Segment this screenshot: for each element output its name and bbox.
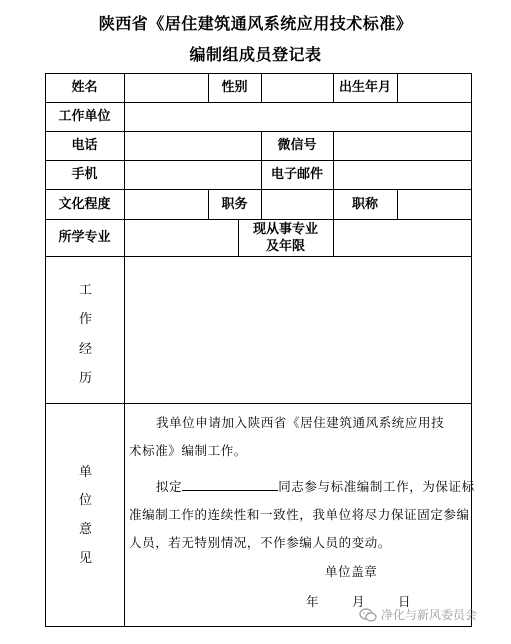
month-label: 月 [352, 594, 366, 609]
major-label: 所学专业 [58, 230, 111, 245]
year-label: 年 [306, 594, 320, 609]
education-label: 文化程度 [58, 196, 111, 212]
current-major-line1: 现从事专业 [252, 221, 318, 237]
work-history-char: 工 [79, 283, 93, 298]
mobile-label: 手机 [71, 167, 98, 182]
opinion-text-line: 准编制工作的连续性和一致性，我单位将尽力保证固定参编 [129, 507, 470, 522]
opinion-char: 位 [79, 493, 93, 508]
opinion-text-line: 人员，若无特别情况，不作参编人员的变动。 [129, 535, 392, 550]
opinion-text-suffix: 同志参与标准编制工作，为保证标 [278, 479, 475, 494]
row-divider [45, 403, 472, 404]
opinion-text-line: 术标准》编制工作。 [129, 443, 247, 458]
row-divider [45, 256, 472, 257]
day-label: 日 [398, 594, 412, 609]
post-label: 职务 [221, 196, 248, 212]
wechat-label: 微信号 [277, 138, 317, 153]
opinion-char: 单 [79, 465, 93, 480]
email-label: 电子邮件 [270, 167, 323, 182]
name-label: 姓名 [71, 80, 98, 95]
opinion-char: 意 [79, 522, 93, 537]
phone-label: 电话 [71, 138, 98, 153]
column-divider [261, 189, 262, 219]
professional-title-label: 职称 [351, 196, 378, 212]
nominee-blank [182, 476, 278, 491]
column-divider [397, 73, 398, 102]
opinion-text-prefix: 拟定 [156, 479, 183, 494]
column-divider [333, 131, 334, 189]
gender-label: 性别 [221, 80, 248, 95]
current-major-line2: 及年限 [265, 238, 305, 254]
opinion-text-line: 我单位申请加入陕西省《居住建筑通风系统应用技 [156, 415, 445, 430]
unit-stamp-label: 单位盖章 [325, 564, 378, 579]
document-subtitle: 编制组成员登记表 [189, 45, 322, 64]
watermark-text: 净化与新风委员会 [381, 608, 478, 622]
opinion-char: 见 [79, 551, 93, 566]
employer-label: 工作单位 [58, 109, 111, 124]
work-history-char: 经 [79, 342, 93, 357]
wechat-icon [359, 608, 377, 622]
current-major-label [238, 219, 333, 256]
watermark [359, 606, 477, 623]
work-history-char: 历 [79, 371, 93, 386]
birth-date-label: 出生年月 [338, 80, 391, 95]
column-divider [261, 73, 262, 102]
column-divider [397, 189, 398, 219]
column-divider [124, 73, 125, 627]
work-history-char: 作 [79, 312, 93, 327]
opinion-text-line [156, 473, 475, 501]
document-title: 陕西省《居住建筑通风系统应用技术标准》 [98, 14, 413, 33]
column-divider [333, 219, 334, 256]
